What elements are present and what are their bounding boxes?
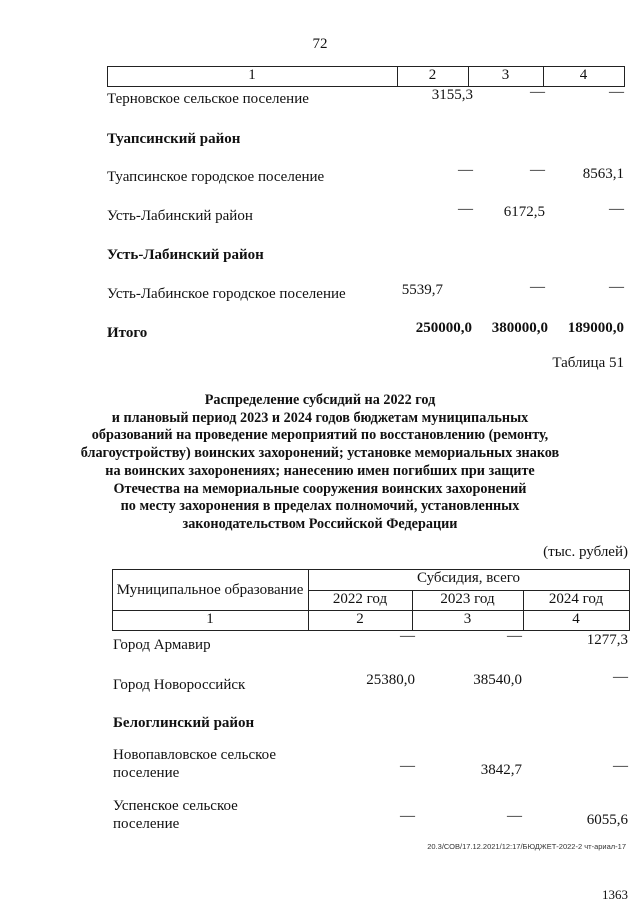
num-row-col-2: 2 [356,611,364,627]
row-name: Успенское сельское поселение [113,798,238,832]
row-value-2022: — [458,162,473,178]
row-value-2023: — [530,84,545,100]
top-header-col-2: 2 [428,67,437,83]
row-name: Усть-Лабинский район [107,208,253,224]
row-value-2024: 6055,6 [586,812,628,828]
row-value-2022: — [458,201,473,217]
top-header-col-4: 4 [579,67,588,83]
col-year-2022: 2022 год [332,591,388,607]
row-value-2024: — [613,758,628,774]
table-number: Таблица 51 [552,355,624,371]
top-header-col-3: 3 [501,67,510,83]
num-row-col-1: 1 [206,611,214,627]
row-value-2022: 3155,3 [431,87,473,103]
title-line: образований на проведение мероприятий по восстановлению (ремонту, [91,427,549,444]
row-value-2022: 25380,0 [366,672,415,688]
row-name: Город Армавир [113,637,211,653]
row-name: Усть-Лабинское городское поселение [107,286,346,302]
col-year-2023: 2023 год [440,591,495,607]
row-name: Новопавловское сельское поселение [113,747,276,781]
district-heading: Усть-Лабинский район [107,247,264,263]
col-municipality-header: Муниципальное образование [116,582,304,598]
row-value-2024: — [609,279,624,295]
total-value-2023: 380000,0 [491,320,548,336]
row-value-2024: — [613,669,628,685]
title-line: на воинских захоронениях; нанесению имен погибших при защите [105,462,535,479]
row-value-2023: — [530,279,545,295]
row-name: Туапсинское городское поселение [107,169,325,185]
row-value-2022: — [400,808,415,824]
total-value-2024: 189000,0 [567,320,624,336]
top-header-col-1: 1 [248,67,256,83]
col-subsidy-header: Субсидия, всего [416,570,521,586]
title-line: Распределение субсидий на 2022 год [204,392,436,408]
row-value-2022: — [400,628,415,644]
row-value-2024: 8563,1 [582,166,624,182]
row-value-2024: 1277,3 [586,632,628,648]
row-value-2023: 6172,5 [503,204,545,220]
total-value-2022: 250000,0 [415,320,472,336]
col-year-2024: 2024 год [548,591,604,607]
row-value-2023: — [507,808,522,824]
num-row-col-3: 3 [463,611,472,627]
title-line: благоустройству) воинских захоронений; установке мемориальных знаков [80,445,560,462]
row-value-2023: 3842,7 [480,762,522,778]
title-line: по месту захоронения в пределах полномочий, установленных [120,498,520,515]
row-value-2023: 38540,0 [473,672,522,688]
table-title [60,392,580,534]
district-heading: Туапсинский район [107,131,241,147]
title-line: законодательством Российской Федерации [182,515,458,532]
total-label: Итого [107,325,148,341]
row-value-2023: — [507,628,522,644]
title-line: Отечества на мемориальные сооружения воинских захоронений [113,480,527,497]
num-row-col-4: 4 [572,611,580,627]
row-value-2024: — [609,201,624,217]
row-value-2022: 5539,7 [401,282,443,298]
row-name: Терновское сельское поселение [107,91,309,107]
district-heading: Белоглинский район [113,715,255,731]
page-number: 72 [312,36,328,52]
footer-page-number: 1363 [602,887,628,902]
row-value-2022: — [400,758,415,774]
footer-code: 20.3/СОВ/17.12.2021/12:17/БЮДЖЕТ-2022-2 чт-ариал-17 [427,842,626,851]
title-line: и плановый период 2023 и 2024 годов бюджетам муниципальных [111,409,529,426]
units-label: (тыс. рублей) [543,544,628,560]
row-value-2024: — [609,84,624,100]
row-value-2023: — [530,162,545,178]
row-name: Город Новороссийск [113,677,246,693]
